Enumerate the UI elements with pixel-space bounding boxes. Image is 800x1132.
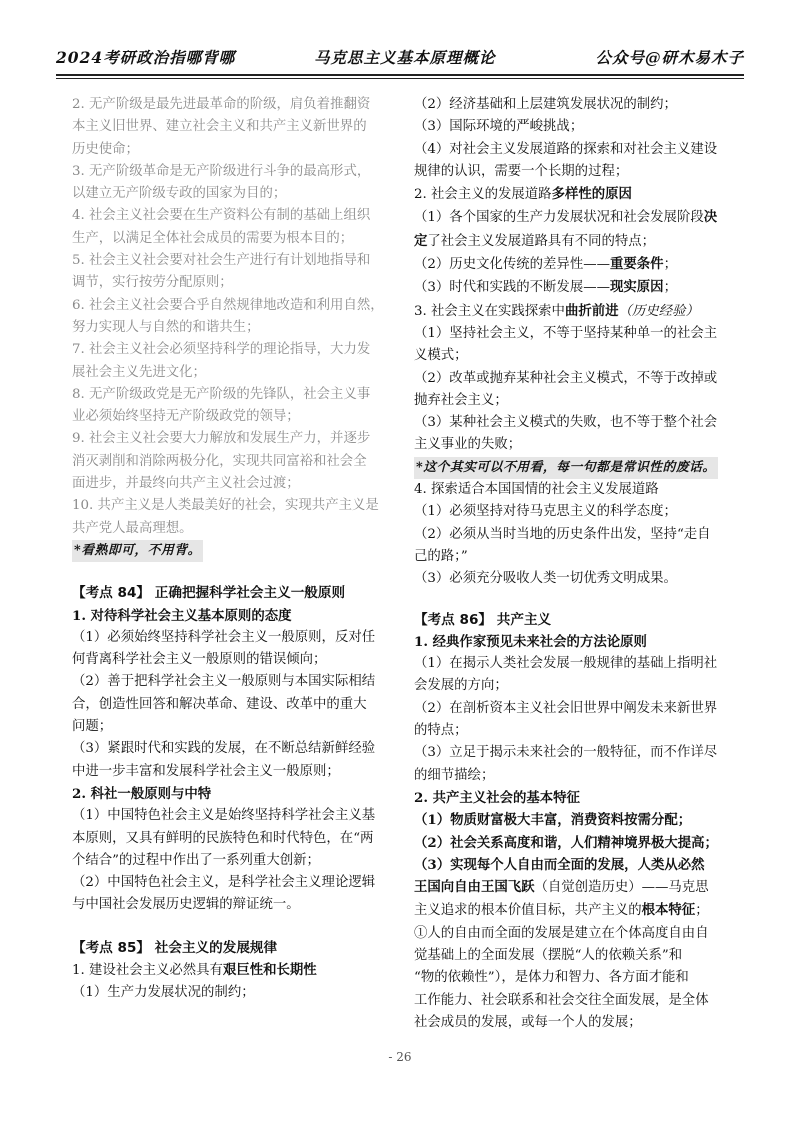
intro-line: 本主义旧世界、建立社会主义和共产主义新世界的: [72, 119, 367, 135]
intro-line: 8. 无产阶级政党是无产阶级的先锋队，社会主义事: [72, 386, 371, 402]
emphasis-text: 多样性的原因: [551, 186, 632, 203]
body-line: 己的路；”: [414, 548, 468, 564]
body-line: 问题；: [72, 719, 113, 735]
body-line: （2）经济基础和上层建筑发展状况的制约；: [414, 97, 677, 112]
body-line: 合，创造性回答和解决革命、建设、改革中的重大: [72, 696, 367, 712]
text-run: 3. 社会主义在实践探索中: [414, 303, 565, 319]
body-line: 规律的认识，需要一个长期的过程；: [414, 163, 629, 179]
body-line: 中进一步丰富和发展科学社会主义一般原则；: [72, 763, 340, 779]
subheading: 2. 科社一般原则与中特: [72, 785, 212, 802]
body-line: （3）国际环境的严峻挑战；: [414, 119, 584, 135]
body-line: 的特点；: [414, 723, 468, 739]
intro-line: 6. 社会主义社会要合乎自然规律地改造和利用自然，: [72, 297, 384, 313]
header-rule-thick: [56, 74, 744, 76]
intro-line: 努力实现人与自然的和谐共生；: [72, 319, 260, 335]
page-number: - 26: [388, 1050, 412, 1064]
emphasis-text: 现实原因: [610, 279, 664, 296]
body-line: （1）中国特色社会主义是始终坚持科学社会主义基: [72, 808, 376, 824]
emphasis-text: 根本特征: [641, 902, 696, 919]
intro-line: 历史使命；: [72, 141, 139, 157]
emphasis-text: 定: [414, 232, 428, 249]
emphasis-text: 决: [703, 209, 718, 226]
intro-line: 调节，实行按劳分配原则；: [72, 275, 233, 291]
subheading: [414, 300, 744, 323]
section-heading-k86: 【考点 86】 共产主义: [414, 611, 552, 628]
body-line: （1）必须坚持对待马克思主义的科学态度；: [414, 504, 677, 520]
body-line: ①人的自由而全面的发展是建立在个体高度自由自: [414, 925, 709, 941]
intro-line: 生产，以满足全体社会成员的需要为根本目的；: [72, 230, 354, 246]
body-line: 义模式；: [414, 348, 468, 364]
subheading: 1. 经典作家预见未来社会的方法论原则: [414, 633, 647, 650]
body-line: （3）必须充分吸收人类一切优秀文明成果。: [414, 571, 677, 587]
intro-line: 消灭剥削和消除两极分化，实现共同富裕和社会全: [72, 453, 367, 469]
body-line: （3）立足于揭示未来社会的一般特征，而不作详尽: [414, 745, 718, 761]
body-line: 主义事业的失败；: [414, 437, 522, 453]
body-line: （2）中国特色社会主义，是科学社会主义理论逻辑: [72, 875, 376, 891]
body-line: （1）生产力发展状况的制约；: [72, 985, 255, 1001]
subheading: [414, 183, 744, 206]
body-line: 会发展的方向；: [414, 678, 508, 694]
body-line: （4）对社会主义发展道路的探索和对社会主义建设: [414, 141, 718, 157]
text-run: ；: [663, 257, 677, 273]
body-line: [414, 206, 744, 229]
text-run: 1. 建设社会主义必然具有: [72, 962, 223, 978]
emphasis-line: （3）实现每个人自由而全面的发展，人类从必然: [414, 856, 705, 873]
body-line: （3）某种社会主义模式的失败，也不等于整个社会: [414, 415, 718, 431]
intro-line: 5. 社会主义社会要对社会生产进行有计划地指导和: [72, 253, 371, 269]
text-run: 了社会主义发展道路具有不同的特点；: [427, 233, 656, 249]
intro-line: 10. 共产主义是人类最美好的社会，实现共产主义是: [72, 498, 379, 514]
section-heading-k84: 【考点 84】 正确把握科学社会主义一般原则: [72, 585, 346, 602]
body-line: [414, 899, 744, 922]
text-run: （1）各个国家的生产力发展状况和社会发展阶段: [414, 210, 704, 226]
left-column: [72, 94, 402, 1005]
body-line: [414, 253, 744, 276]
intro-list: [72, 94, 402, 540]
intro-line: 7. 社会主义社会必须坚持科学的理论指导，大力发: [72, 342, 371, 358]
header-right-title: 公众号@研木易木子: [595, 48, 744, 67]
body-line: 何背离科学社会主义一般原则的错误倾向；: [72, 652, 327, 668]
header-rule-thin: [56, 78, 744, 79]
body-line: （3）紧跟时代和实践的发展，在不断总结新鲜经验: [72, 741, 376, 757]
intro-line: 业必须始终坚持无产阶级政党的领导；: [72, 409, 300, 425]
body-line: 觉基础上的全面发展（摆脱“人的依赖关系”和: [414, 947, 683, 963]
subheading: 2. 共产主义社会的基本特征: [414, 789, 580, 806]
body-line: 个结合”的过程中作出了一系列重大创新；: [72, 852, 320, 868]
emphasis-line: （1）物质财富极大丰富，消费资料按需分配；: [414, 812, 692, 829]
intro-line: 以建立无产阶级专政的国家为目的；: [72, 186, 287, 202]
body-line: 工作能力、社会联系和社会交往全面发展，是全体: [414, 992, 709, 1008]
text-run: （历史经验）: [618, 303, 699, 319]
text-run: ；: [663, 280, 677, 296]
emphasis-line: （2）社会关系高度和谐，人们精神境界极大提高；: [414, 834, 718, 851]
body-line: 社会成员的发展，或每一个人的发展；: [414, 1014, 642, 1030]
emphasis-text: 重要条件: [610, 256, 664, 273]
intro-line: 3. 无产阶级革命是无产阶级进行斗争的最高形式，: [72, 163, 371, 179]
body-line: 与中国社会发展历史逻辑的辩证统一。: [72, 897, 300, 913]
study-note: *这个其实可以不用看，每一句都是常识性的废话。: [414, 457, 718, 479]
section-heading-k85: 【考点 85】 社会主义的发展规律: [72, 939, 278, 956]
body-line: （2）善于把科学社会主义一般原则与本国实际相结: [72, 674, 376, 690]
right-column: [414, 94, 744, 1034]
text-run: ；: [695, 903, 709, 919]
body-line: （2）必须从当时当地的历史条件出发，坚持“走自: [414, 526, 711, 542]
text-run: （3）时代和实践的不断发展——: [414, 280, 610, 296]
body-line: 本原则，又具有鲜明的民族特色和时代特色，在“两: [72, 830, 374, 846]
body-line: 的细节描绘；: [414, 767, 495, 783]
text-run: 主义追求的根本价值目标，共产主义的: [414, 903, 642, 919]
intro-line: 2. 无产阶级是最先进最革命的阶级，肩负着推翻资: [72, 97, 371, 112]
body-line: [414, 276, 744, 299]
intro-line: 9. 社会主义社会要大力解放和发展生产力，并逐步: [72, 431, 371, 447]
intro-line: 4. 社会主义社会要在生产资料公有制的基础上组织: [72, 208, 371, 224]
header-left-title: 2024考研政治指哪背哪: [56, 48, 236, 67]
emphasis-text: 艰巨性和长期性: [222, 961, 317, 978]
body-line: “物的依赖性”），是体力和智力、各方面才能和: [414, 970, 689, 986]
body-line: [414, 230, 744, 253]
text-run: （自觉创造历史）——马克思: [534, 880, 709, 896]
body-line: （1）必须始终坚持科学社会主义一般原则，反对任: [72, 629, 376, 645]
body-line: （1）在揭示人类社会发展一般规律的基础上指明社: [414, 656, 718, 672]
study-note: *看熟即可，不用背。: [72, 540, 203, 562]
text-run: （2）历史文化传统的差异性——: [414, 257, 610, 273]
body-line: [72, 959, 402, 982]
body-line: （2）改革或抛弃某种社会主义模式，不等于改掉或: [414, 370, 718, 386]
body-line: （1）坚持社会主义，不等于坚持某种单一的社会主: [414, 325, 718, 341]
text-run: 2. 社会主义的发展道路: [414, 187, 552, 203]
emphasis-text: 曲折前进: [564, 302, 619, 319]
header-center-title: 马克思主义基本原理概论: [314, 48, 496, 67]
intro-line: 面进步，并最终向共产主义社会过渡；: [72, 476, 300, 492]
page-header: [56, 44, 744, 74]
intro-line: 共产党人最高理想。: [72, 520, 193, 536]
emphasis-text: 王国向自由王国飞跃: [414, 879, 535, 896]
body-line: 抛弃社会主义；: [414, 392, 508, 408]
subheading: 4. 探索适合本国国情的社会主义发展道路: [414, 482, 659, 498]
intro-line: 展社会主义先进文化；: [72, 364, 206, 380]
body-line: （2）在剖析资本主义社会旧世界中阐发未来新世界: [414, 700, 718, 716]
body-line: [414, 876, 744, 899]
subheading: 1. 对待科学社会主义基本原则的态度: [72, 607, 292, 624]
